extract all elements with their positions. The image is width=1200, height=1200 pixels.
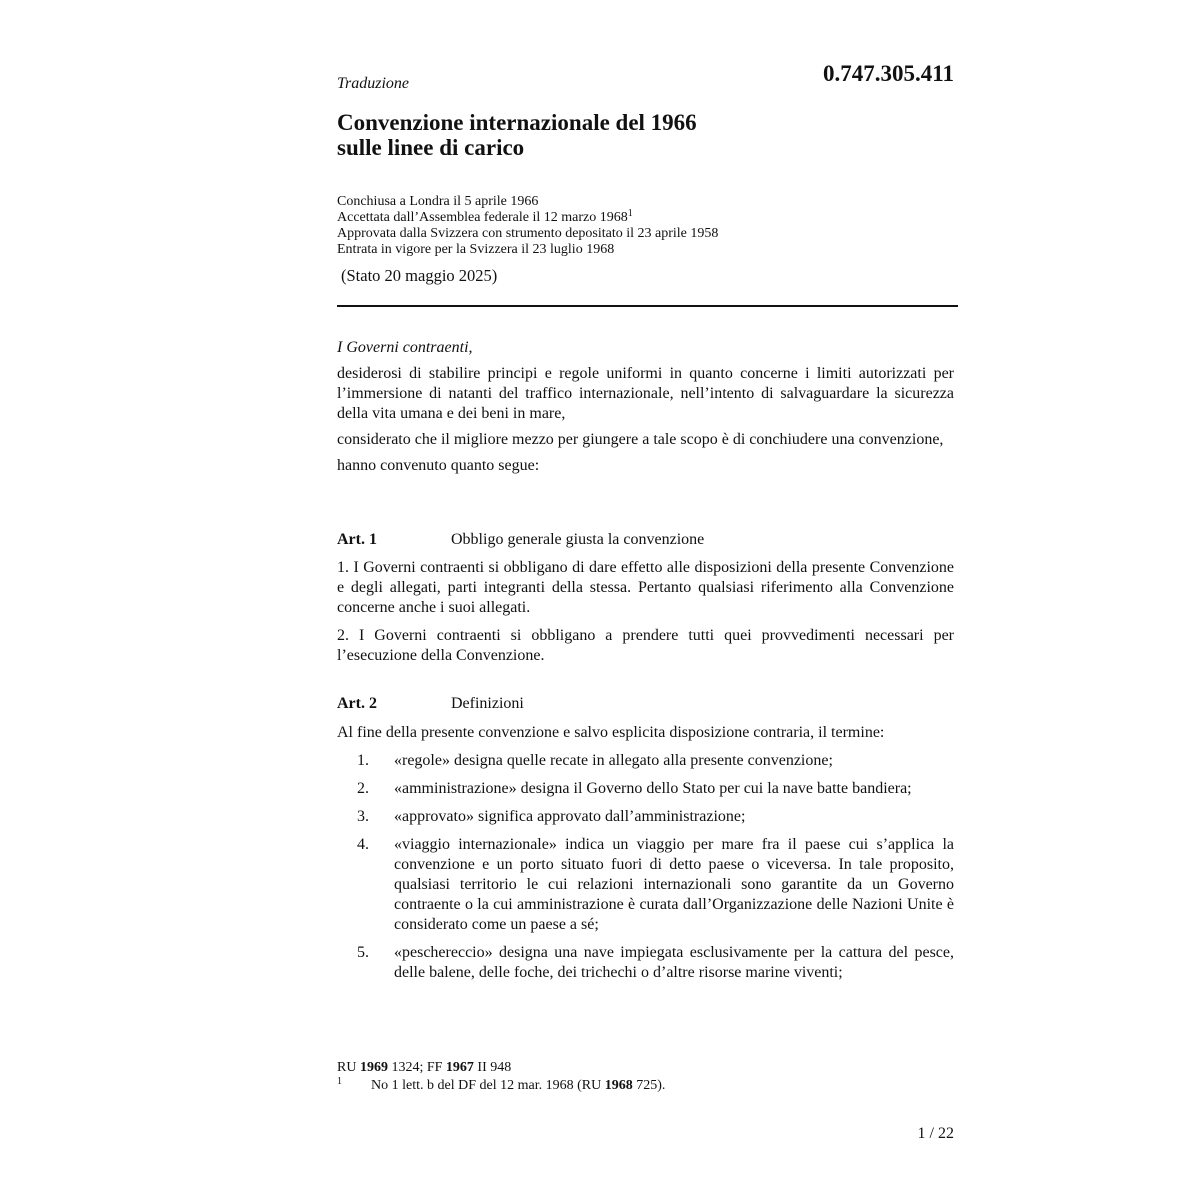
preamble-paragraph: considerato che il migliore mezzo per giungere a tale scopo è di conchiudere una convenzione, xyxy=(337,431,944,448)
list-item xyxy=(337,779,954,799)
list-item xyxy=(337,807,954,827)
list-item-number: 4. xyxy=(357,836,369,853)
list-item xyxy=(337,751,954,771)
meta-accepted: Accettata dall’Assemblea federale il 12 marzo 1968 xyxy=(337,210,628,225)
footnote-ref-1[interactable]: 1 xyxy=(627,208,633,219)
page-number: 1 / 22 xyxy=(917,1125,954,1142)
title-line-2: sulle linee di carico xyxy=(337,135,525,160)
article-1-body xyxy=(337,558,954,674)
list-item xyxy=(337,835,954,935)
footnote-year: 1968 xyxy=(604,1078,633,1093)
footnote-text-end: 725). xyxy=(636,1078,666,1093)
footnote-text: No 1 lett. b del DF del 12 mar. 1968 (RU xyxy=(371,1078,602,1093)
translation-label: Traduzione xyxy=(337,75,410,92)
list-item-number: 1. xyxy=(357,752,369,769)
ref-year: 1967 xyxy=(445,1060,474,1075)
list-item-number: 2. xyxy=(357,780,369,797)
ref-prefix: RU xyxy=(337,1060,357,1075)
article-1-heading xyxy=(337,530,954,550)
source-reference xyxy=(337,1059,665,1077)
preamble-intro: I Governi contraenti, xyxy=(337,339,473,356)
list-item-number: 5. xyxy=(357,944,369,961)
list-item-text: «approvato» significa approvato dall’amministrazione; xyxy=(394,808,746,825)
ref-mid: 1324; FF xyxy=(391,1060,443,1075)
ref-end: II 948 xyxy=(477,1060,512,1075)
meta-concluded: Conchiusa a Londra il 5 aprile 1966 xyxy=(337,194,539,209)
article-2-intro: Al fine della presente convenzione e salvo esplicita disposizione contraria, il termine: xyxy=(337,724,885,741)
preamble xyxy=(337,338,954,482)
list-item-text: «viaggio internazionale» indica un viaggio per mare fra il paese cui s’applica la convenzione e un porto situato fuori di detto paese o viceversa. In tale proposito, qualsiasi territorio le cui relazioni internazionali sono garantite da un Governo contraente o la cui amministrazione è curata dall’Organizzazione delle Nazioni Unite è considerato come un paese a sé; xyxy=(394,836,954,933)
preamble-paragraph: hanno convenuto quanto segue: xyxy=(337,457,540,474)
footnote-1: 1 No 1 lett. b del DF del 12 mar. 1968 (RU 1968 725). xyxy=(337,1076,666,1093)
status-date: (Stato 20 maggio 2025) xyxy=(341,266,498,285)
article-paragraph: 1. I Governi contraenti si obbligano di dare effetto alle disposizioni della presente Convenzione e degli allegati, parti integranti della stessa. Pertanto qualsiasi riferimento alla Convenzione concerne anche i suoi allegati. xyxy=(337,559,954,616)
document-metadata xyxy=(337,194,718,258)
meta-in-force: Entrata in vigore per la Svizzera il 23 luglio 1968 xyxy=(337,242,615,257)
article-number: Art. 1 xyxy=(337,531,377,548)
article-number: Art. 2 xyxy=(337,695,377,712)
meta-accepted-line xyxy=(337,210,718,226)
ref-year: 1969 xyxy=(359,1060,388,1075)
list-item-text: «amministrazione» designa il Governo dello Stato per cui la nave batte bandiera; xyxy=(394,780,912,797)
list-item-text: «peschereccio» designa una nave impiegata esclusivamente per la cattura del pesce, delle balene, delle foche, dei trichechi o d’altre risorse marine viventi; xyxy=(394,944,954,981)
document-number: 0.747.305.411 xyxy=(823,61,954,86)
article-paragraph: 2. I Governi contraenti si obbligano a prendere tutti quei provvedimenti necessari per l’esecuzione della Convenzione. xyxy=(337,627,954,664)
list-item-number: 3. xyxy=(357,808,369,825)
title-line-1: Convenzione internazionale del 1966 xyxy=(337,110,697,135)
meta-approved: Approvata dalla Svizzera con strumento depositato il 23 aprile 1958 xyxy=(337,226,719,241)
header-separator xyxy=(337,305,958,307)
list-item xyxy=(337,943,954,983)
list-item-text: «regole» designa quelle recate in allegato alla presente convenzione; xyxy=(394,752,833,769)
article-2-heading xyxy=(337,694,954,714)
article-title: Definizioni xyxy=(451,695,524,712)
document-title xyxy=(337,110,697,160)
preamble-paragraph: desiderosi di stabilire principi e regole uniformi in quanto concerne i limiti autorizzati per l’immersione di natanti del traffico internazionale, nell’intento di salvaguardare la sicurezza della vita umana e dei beni in mare, xyxy=(337,365,954,422)
article-title: Obbligo generale giusta la convenzione xyxy=(451,531,705,548)
footnotes xyxy=(337,1059,665,1095)
definitions-list xyxy=(337,751,954,991)
